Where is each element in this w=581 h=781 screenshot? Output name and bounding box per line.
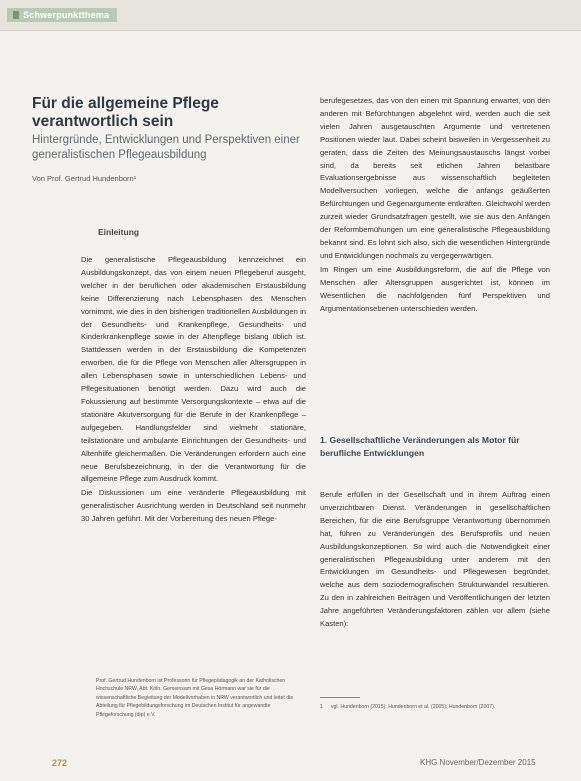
body-column-left — [81, 254, 306, 527]
footnote-divider — [320, 697, 360, 698]
article-byline: Von Prof. Gertrud Hundenborn¹ — [32, 174, 137, 183]
section-label: Schwerpunktthema — [23, 10, 110, 20]
section-marker-icon — [13, 11, 19, 19]
author-footnote: Prof. Gertrud Hundenborn ist Professorin für Pflegepädagogik an der Katholischen Hochschule NRW, Abt. Köln. Gemeinsam mit Gesa Hörmann war sie für die wissenschaftliche Begleitung der Modellvorhaben in NRW verantwortlich und leitet die Abteilung für Pflegebildungsforschung im Deutschen Institut für angewandte Pflegeforschung (dip) e.V. — [96, 678, 294, 718]
page-number: 272 — [52, 758, 68, 768]
header-band — [0, 0, 581, 31]
body-paragraph: Berufe erfüllen in der Gesellschaft und in ihrem Auftrag einen unverzichtbaren Dienst. Veränderungen in gesellschaftlichen Bereichen, für die eine Berufsgruppe Verantwortung übernommen hat, führen zu Veränderungen des Berufsprofils und neuen Ausbildungskonzeptionen. So wird auch die Notwendigkeit einer generalistischen Pflegeausbildung unter anderem mit den Entwicklungen im Gesundheits- und Pflegewesen begründet, welche aus dem soziodemografischen Strukturwandel resultieren. Zu den in zahlreichen Beiträgen und Veröffentlichungen der letzten Jahre angeführten Veränderungsfaktoren zählen vor allem (siehe Kasten): — [320, 490, 550, 629]
section-heading: 1. Gesellschaftliche Veränderungen als Motor für berufliche Entwicklungen — [320, 435, 520, 458]
footnote-mark: 1 — [320, 704, 323, 710]
footnote-text: vgl. Hundenborn (2015); Hundenborn et al. (2005); Hundenborn (2007). — [330, 704, 496, 710]
body-paragraph: Im Ringen um eine Ausbildungsreform, die auf die Pflege von Menschen aller Altersgruppen ausgerichtet ist, können im Wesentlichen die nachfolgenden fünf Perspektiven und Argumentationsebenen unterschieden werden. — [320, 264, 550, 313]
article-title: Für die allgemeine Pflege verantwortlich sein — [32, 95, 219, 130]
section-tag — [7, 8, 117, 22]
reference-footnote — [320, 703, 550, 711]
body-column-right-top — [320, 95, 550, 316]
intro-heading: Einleitung — [98, 227, 140, 237]
body-paragraph: berufegesetzes, das von den einen mit Spannung erwartet, von den anderen mit Befürchtungen abgelehnt wird, werden auch die seit vielen Jahren ausgetauschten Argumente und vertretenen Positionen wieder laut. Dabei scheint bisweilen in Vergessenheit zu geraten, dass die Zeiten des Meinungsaustauschs längst vorbei sind, da bereits seit etlichen Jahren belastbare Evaluationsergebnisse aus wissenschaftlich begleiteten Modellversuchen vorliegen, welche die anfangs geäußerten Befürchtungen und Gegenargumente entkräften. Gleichwohl werden zurzeit wieder Grundsatzfragen gestellt, wie sie aus den Anfängen der Reformbemühungen um eine generalistische Pflegeausbildung bekannt sind. Es lohnt sich also, sich die wesentlichen Hintergründe und Entwicklungen nochmals zu vergegenwärtigen. — [320, 96, 550, 260]
body-column-right-bottom — [320, 489, 550, 632]
journal-issue: KHG November/Dezember 2015 — [420, 758, 536, 767]
article-subtitle: Hintergründe, Entwicklungen und Perspektiven einer generalistischen Pflegeausbildung — [32, 134, 300, 161]
body-paragraph: Die generalistische Pflegeausbildung kennzeichnet ein Ausbildungskonzept, das von einem neuen Pflegeberuf ausgeht, welcher in der beruflichen oder akademischen Erstausbildung keine Differenzierung nach Lebensphasen des Menschen vornimmt, wie dies in den bisherigen traditionellen Ausbildungen in der Gesundheits- und Krankenpflege, Gesundheits- und Kinderkrankenpflege sowie in der Altenpflege bislang üblich ist. Stattdessen werden in der Erstausbildung die Kompetenzen erworben, die für die Pflege von Menschen aller Altersgruppen in allen Lebensphasen sowie in unterschiedlichen Lebens- und Pflegesituationen benötigt werden. Dazu wird auch die Fokussierung auf bestimmte Versorgungskontexte – etwa auf die stationäre Akutversorgung für die Berufe in der Krankenpflege – aufgegeben. Handlungsfelder sind vielmehr stationäre, teilstationäre und ambulante Einrichtungen der Gesundheits- und Altenhilfe gleichermaßen. Die Veränderungen erfordern auch eine neue Berufsbezeichnung, in der die Verantwortung für die allgemeine Pflege zum Ausdruck kommt. — [81, 255, 306, 484]
body-paragraph: Die Diskussionen um eine veränderte Pflegeausbildung mit generalistischer Ausrichtung werden in Deutschland seit nunmehr 30 Jahren geführt. Mit der Vorbereitung des neuen Pflege- — [81, 488, 306, 524]
